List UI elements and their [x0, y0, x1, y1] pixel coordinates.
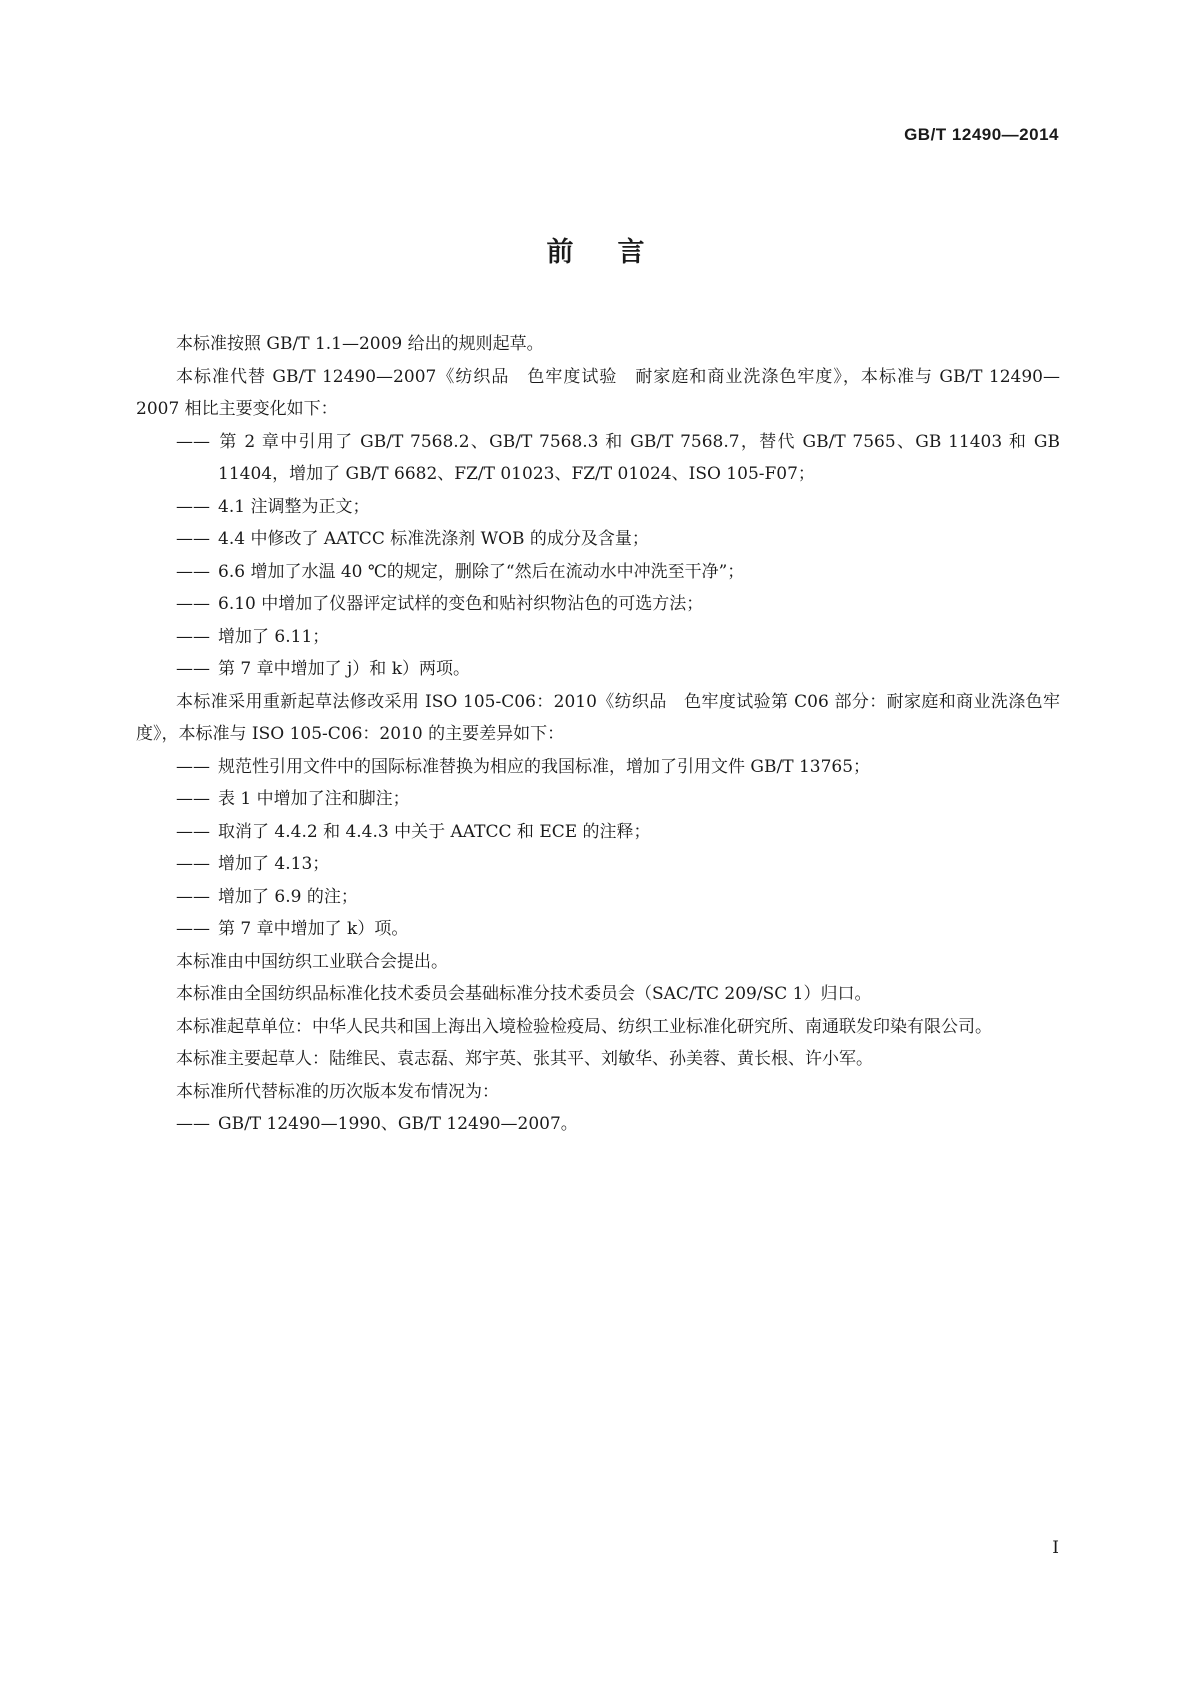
dash-marker: —— [176, 626, 210, 647]
list-item-text: 4.4 中修改了 AATCC 标准洗涤剂 WOB 的成分及含量； [218, 529, 649, 549]
list-item-text: 第 2 章中引用了 GB/T 7568.2、GB/T 7568.3 和 GB/T 7568.7，替代 GB/T 7565、GB 11403 和 GB 11404，增加了 GB/T 6682、FZ/T 01023、FZ/T 01024、ISO 105-F07； [218, 431, 1060, 484]
body-paragraph: 本标准代替 GB/T 12490—2007《纺织品 色牢度试验 耐家庭和商业洗涤色牢度》，本标准与 GB/T 12490—2007 相比主要变化如下： [136, 366, 1060, 419]
list-item [136, 816, 1060, 849]
list-item-text: 表 1 中增加了注和脚注； [218, 789, 410, 809]
list-item [136, 621, 1060, 654]
dash-marker: —— [176, 529, 210, 549]
list-item [136, 751, 1060, 784]
dash-marker: —— [176, 886, 210, 907]
list-item-text: 第 7 章中增加了 k）项。 [218, 919, 409, 939]
list-item [136, 881, 1060, 914]
dash-marker: —— [176, 431, 210, 452]
list-item-text: 6.6 增加了水温 40 ℃的规定，删除了“然后在流动水中冲洗至干净”； [218, 561, 745, 582]
list-item [136, 913, 1060, 946]
list-item-text: 增加了 4.13； [218, 854, 330, 874]
dash-marker: —— [176, 659, 210, 679]
list-item-text: 增加了 6.11； [218, 626, 330, 647]
body-paragraph: 本标准由中国纺织工业联合会提出。 [176, 951, 448, 972]
dash-marker: —— [176, 854, 210, 874]
body-paragraph: 本标准由全国纺织品标准化技术委员会基础标准分技术委员会（SAC/TC 209/SC 1）归口。 [176, 984, 872, 1004]
dash-marker: —— [176, 821, 210, 842]
body-paragraph: 本标准按照 GB/T 1.1—2009 给出的规则起草。 [176, 334, 544, 354]
list-item [136, 653, 1060, 686]
list-item [136, 1108, 1060, 1141]
page-title: 前言 [546, 237, 689, 268]
standard-number: GB/T 12490—2014 [904, 125, 1059, 144]
dash-marker: —— [176, 756, 210, 777]
body-paragraph: 本标准起草单位：中华人民共和国上海出入境检验检疫局、纺织工业标准化研究所、南通联发印染有限公司。 [176, 1016, 992, 1037]
dash-marker: —— [176, 496, 210, 517]
body-paragraph: 本标准主要起草人：陆维民、袁志磊、郑宇英、张其平、刘敏华、孙美蓉、黄长根、许小军。 [176, 1049, 873, 1069]
dash-marker: —— [176, 789, 210, 809]
list-item [136, 426, 1060, 491]
list-item-text: 增加了 6.9 的注； [218, 886, 358, 907]
list-item-text: 4.1 注调整为正文； [218, 496, 370, 517]
dash-marker: —— [176, 561, 210, 582]
page-number: I [1052, 1538, 1059, 1558]
document-body [136, 328, 1060, 1141]
dash-marker: —— [176, 919, 210, 939]
list-item [136, 491, 1060, 524]
dash-marker: —— [176, 594, 210, 614]
list-item-text: 规范性引用文件中的国际标准替换为相应的我国标准，增加了引用文件 GB/T 13765； [218, 756, 871, 777]
dash-marker: —— [176, 1114, 210, 1134]
body-paragraph: 本标准采用重新起草法修改采用 ISO 105-C06：2010《纺织品 色牢度试验第 C06 部分：耐家庭和商业洗涤色牢度》，本标准与 ISO 105-C06：2010 的主要差异如下： [136, 691, 1060, 744]
list-item-text: GB/T 12490—1990、GB/T 12490—2007。 [218, 1114, 578, 1134]
list-item-text: 第 7 章中增加了 j）和 k）两项。 [218, 659, 471, 679]
list-item [136, 848, 1060, 881]
list-item [136, 523, 1060, 556]
list-item [136, 556, 1060, 589]
list-item-text: 取消了 4.4.2 和 4.4.3 中关于 AATCC 和 ECE 的注释； [218, 821, 651, 842]
list-item [136, 783, 1060, 816]
body-paragraph: 本标准所代替标准的历次版本发布情况为： [176, 1081, 499, 1102]
list-item [136, 588, 1060, 621]
list-item-text: 6.10 中增加了仪器评定试样的变色和贴衬织物沾色的可选方法； [218, 594, 704, 614]
